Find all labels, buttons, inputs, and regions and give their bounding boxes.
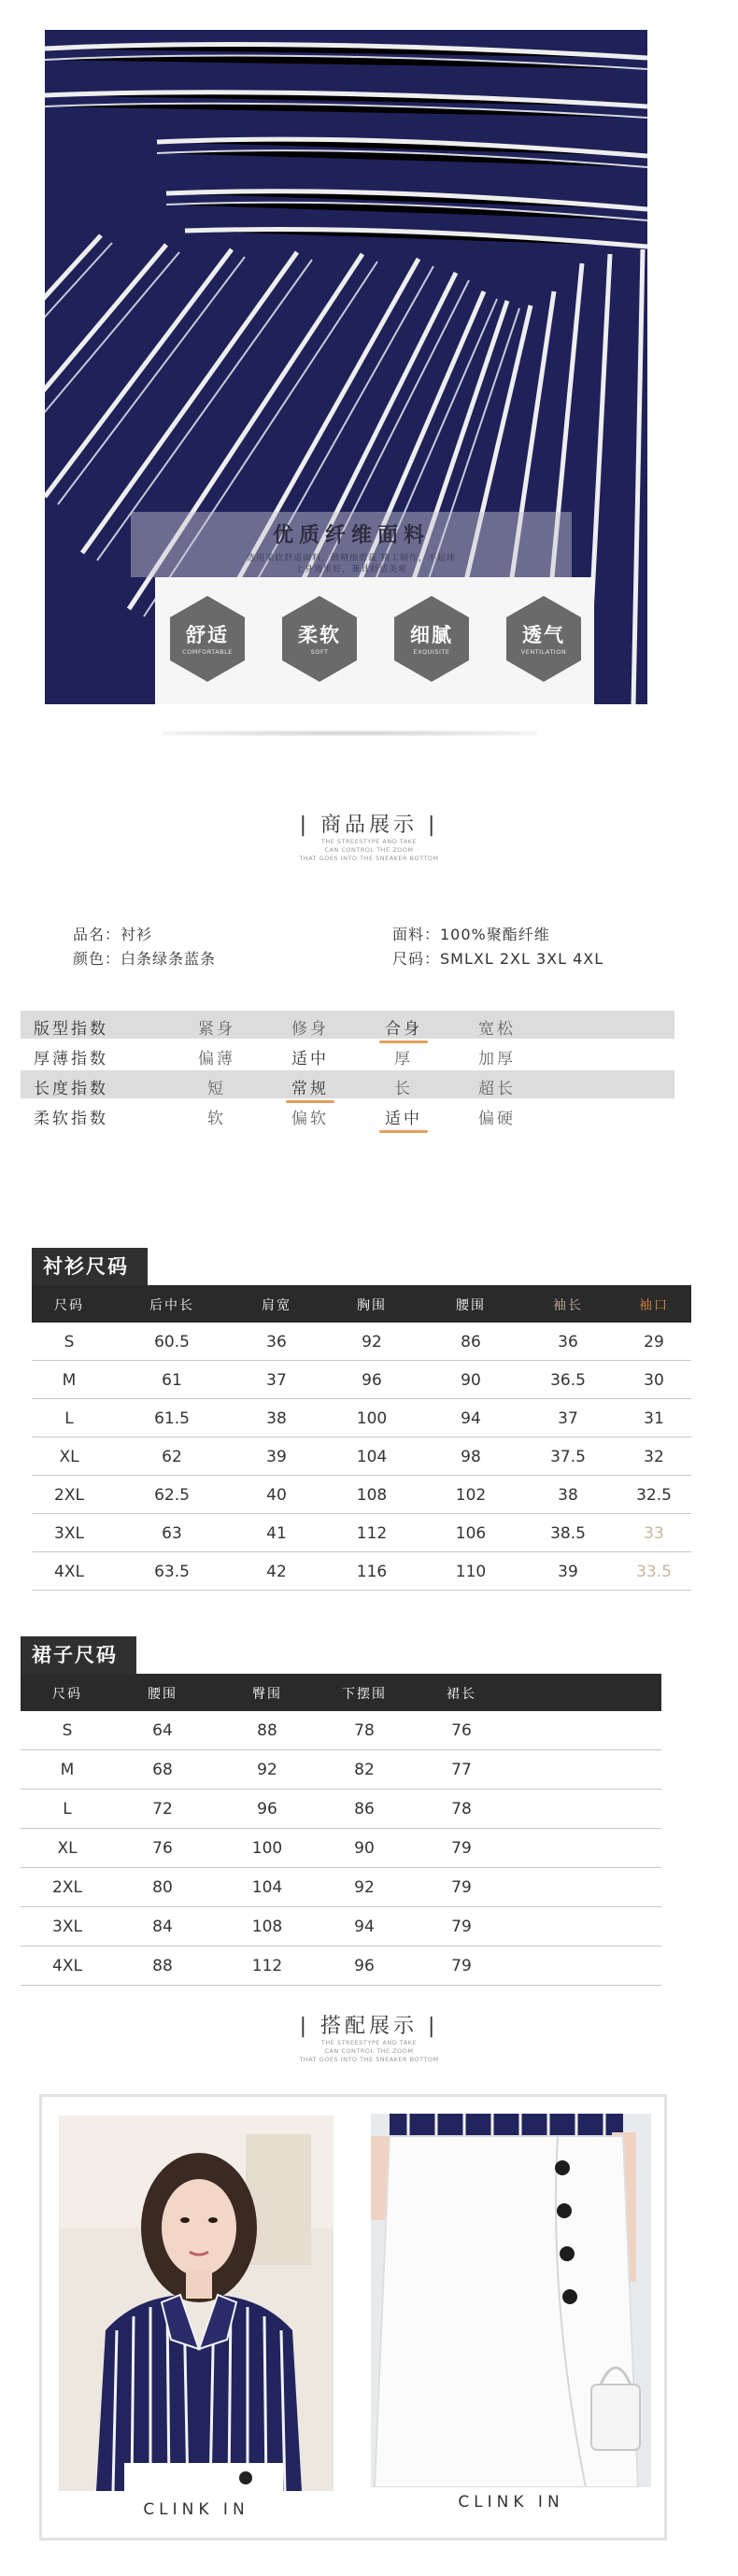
column-header: 尺码 [52, 1687, 82, 1702]
hero-subtitle: 选用柔软舒适面料，做精细剪裁 精工制作，不起球 [247, 554, 456, 563]
section-title: | 商品展示 | [299, 814, 439, 837]
table-cell: 104 [251, 1878, 283, 1897]
index-option: 偏薄 [198, 1050, 235, 1069]
index-label: 厚薄指数 [34, 1050, 108, 1069]
table-cell: 79 [451, 1957, 472, 1975]
table-cell: L [63, 1800, 72, 1819]
table-cell: 64 [152, 1721, 173, 1740]
photo-caption: CLINK IN [143, 2500, 249, 2519]
table-row [32, 1437, 691, 1476]
table-cell: 80 [152, 1878, 173, 1897]
table-cell: 78 [451, 1800, 472, 1819]
index-label: 柔软指数 [34, 1110, 108, 1128]
index-option-selected: 常规 [273, 1075, 348, 1098]
table-row [21, 1790, 661, 1829]
column-header: 肩宽 [262, 1298, 291, 1313]
table-cell: 3XL [52, 1918, 82, 1936]
column-header: 腰围 [148, 1687, 177, 1702]
index-option: 偏软 [291, 1110, 329, 1128]
size-table-header [21, 1674, 661, 1711]
index-option: 偏硬 [478, 1110, 516, 1128]
model-photo-front [59, 2116, 334, 2491]
table-cell: S [64, 1333, 75, 1352]
column-header: 裙长 [447, 1687, 476, 1702]
table-cell: S [62, 1721, 73, 1740]
table-row [32, 1399, 691, 1437]
feature-label: 透气 [522, 624, 565, 646]
table-cell: 41 [266, 1524, 287, 1543]
column-header: 腰围 [456, 1298, 486, 1313]
table-cell: 100 [251, 1839, 283, 1858]
table-cell: 36 [266, 1333, 287, 1352]
table-cell: 90 [354, 1839, 375, 1858]
table-cell: 62 [162, 1448, 182, 1466]
table-row [32, 1552, 691, 1591]
feature-comfortable [168, 594, 247, 684]
table-cell: 94 [461, 1409, 481, 1428]
column-header: 后中长 [149, 1298, 194, 1313]
section-subtitle: THE STREESTYPE AND TAKE [320, 2039, 418, 2046]
hero-title: 优质纤维面料 [272, 524, 430, 547]
section-heading-match [0, 2010, 738, 2064]
table-cell: 92 [354, 1878, 375, 1897]
feature-exquisite [392, 594, 471, 684]
table-cell: 38 [558, 1486, 578, 1505]
selection-underline [379, 1130, 428, 1133]
photo-caption: CLINK IN [458, 2493, 564, 2512]
index-option: 紧身 [198, 1020, 235, 1039]
table-cell: 38.5 [550, 1524, 586, 1543]
table-row [32, 1323, 691, 1361]
index-row [21, 1040, 674, 1069]
table-cell: 86 [461, 1333, 481, 1352]
table-cell: 30 [644, 1371, 664, 1390]
table-row [21, 1907, 661, 1946]
table-cell: 78 [354, 1721, 375, 1740]
table-cell: 29 [644, 1333, 664, 1352]
table-cell: 96 [354, 1957, 375, 1975]
size-table-header [32, 1285, 691, 1323]
section-heading-product [0, 809, 738, 863]
index-option: 加厚 [478, 1050, 516, 1069]
column-header: 尺码 [54, 1298, 84, 1313]
hero-subtitle: 上身效果好，兼具舒适美观 [294, 565, 407, 574]
table-cell: 76 [451, 1721, 472, 1740]
table-cell: 72 [152, 1800, 173, 1819]
section-subtitle: THAT GOES INTO THE SNEAKER BOTTOM [299, 2056, 439, 2063]
table-cell: 36.5 [550, 1371, 586, 1390]
index-row [21, 1070, 674, 1098]
table-cell: 39 [558, 1563, 578, 1581]
table-row [32, 1361, 691, 1399]
column-header: 臀围 [252, 1687, 282, 1702]
feature-label: 柔软 [298, 624, 341, 646]
section-subtitle: THE STREESTYPE AND TAKE [320, 838, 418, 845]
table-cell: 60.5 [154, 1333, 190, 1352]
section-subtitle: THAT GOES INTO THE SNEAKER BOTTOM [299, 855, 439, 862]
table-cell: 79 [451, 1839, 472, 1858]
table-cell: 36 [558, 1333, 578, 1352]
index-option: 软 [207, 1110, 226, 1128]
feature-soft [280, 594, 359, 684]
table-cell: 37.5 [550, 1448, 586, 1466]
product-size: 尺码：SMLXL 2XL 3XL 4XL [392, 950, 604, 968]
index-option-selected: 适中 [366, 1105, 441, 1128]
table-cell: 92 [362, 1333, 382, 1352]
feature-label: 舒适 [186, 624, 229, 646]
index-option: 长 [394, 1080, 413, 1098]
table-cell: 61 [162, 1371, 182, 1390]
table-cell: 116 [356, 1563, 388, 1581]
table-row [21, 1829, 661, 1868]
table-cell: M [60, 1761, 75, 1779]
shirt-size-tag: 衬衫尺码 [32, 1248, 148, 1285]
column-header: 下摆围 [342, 1687, 387, 1702]
table-cell: XL [59, 1448, 79, 1466]
table-cell: 63.5 [154, 1563, 190, 1581]
table-cell: 90 [461, 1371, 481, 1390]
table-cell: 98 [461, 1448, 481, 1466]
index-option: 修身 [291, 1020, 329, 1039]
hero-title-band [131, 512, 572, 577]
product-name: 品名：衬衫 [73, 926, 153, 943]
section-title: | 搭配展示 | [299, 2015, 439, 2038]
table-cell: 79 [451, 1918, 472, 1936]
table-cell: 39 [266, 1448, 287, 1466]
column-header: 胸围 [357, 1298, 387, 1313]
hero-shadow [163, 730, 537, 736]
table-cell: 3XL [54, 1524, 84, 1543]
table-cell: 2XL [52, 1878, 82, 1897]
column-header: 袖口 [639, 1298, 669, 1313]
table-cell: 96 [362, 1371, 382, 1390]
table-cell: 37 [558, 1409, 578, 1428]
table-cell: 110 [455, 1563, 487, 1581]
table-row [21, 1868, 661, 1907]
table-cell: 104 [356, 1448, 388, 1466]
index-row [21, 1011, 674, 1039]
table-cell: 4XL [52, 1957, 82, 1975]
index-option: 短 [207, 1080, 226, 1098]
table-cell: 100 [356, 1409, 388, 1428]
table-cell: 40 [266, 1486, 287, 1505]
section-subtitle: CAN CONTROL THE ZOOM [324, 846, 414, 854]
table-cell: L [64, 1409, 74, 1428]
table-cell: 76 [152, 1839, 173, 1858]
table-row [21, 1711, 661, 1750]
table-cell: 96 [257, 1800, 277, 1819]
table-row [21, 1750, 661, 1790]
table-cell: 61.5 [154, 1409, 190, 1428]
index-label: 长度指数 [34, 1080, 108, 1098]
table-row [32, 1476, 691, 1514]
table-cell: 108 [356, 1486, 388, 1505]
table-cell: 62.5 [154, 1486, 190, 1505]
table-cell: M [62, 1371, 77, 1390]
table-cell: 112 [251, 1957, 283, 1975]
column-header: 袖长 [553, 1298, 583, 1313]
table-cell: 94 [354, 1918, 375, 1936]
index-option-selected: 适中 [273, 1045, 348, 1069]
product-fabric: 面料：100%聚酯纤维 [392, 926, 550, 943]
table-cell: 102 [455, 1486, 487, 1505]
table-cell: 108 [251, 1918, 283, 1936]
table-cell: 33 [644, 1524, 664, 1543]
index-option: 厚 [394, 1050, 413, 1069]
table-cell: 68 [152, 1761, 173, 1779]
table-cell: 2XL [54, 1486, 84, 1505]
table-cell: 33.5 [636, 1563, 672, 1581]
table-cell: 92 [257, 1761, 277, 1779]
table-cell: 88 [257, 1721, 277, 1740]
index-label: 版型指数 [34, 1020, 108, 1039]
table-cell: 31 [644, 1409, 664, 1428]
table-cell: 86 [354, 1800, 375, 1819]
table-cell: 38 [266, 1409, 287, 1428]
feature-sublabel: COMFORTABLE [182, 648, 233, 656]
feature-label: 细腻 [410, 624, 453, 646]
table-cell: XL [57, 1839, 78, 1858]
feature-sublabel: SOFT [310, 648, 329, 656]
table-cell: 79 [451, 1878, 472, 1897]
skirt-size-tag: 裙子尺码 [21, 1636, 136, 1674]
model-photo-skirt [371, 2114, 651, 2487]
table-row [21, 1946, 661, 1986]
feature-ventilation [504, 594, 583, 684]
index-option: 超长 [478, 1080, 516, 1098]
index-option: 宽松 [478, 1020, 516, 1039]
table-row [32, 1514, 691, 1552]
table-cell: 112 [356, 1524, 388, 1543]
section-subtitle: CAN CONTROL THE ZOOM [324, 2047, 414, 2055]
feature-sublabel: EXQUISITE [413, 648, 450, 656]
table-cell: 32.5 [636, 1486, 672, 1505]
table-cell: 37 [266, 1371, 287, 1390]
table-cell: 63 [162, 1524, 182, 1543]
table-cell: 82 [354, 1761, 375, 1779]
table-cell: 42 [266, 1563, 287, 1581]
table-cell: 106 [455, 1524, 487, 1543]
product-color: 颜色：白条绿条蓝条 [73, 950, 217, 968]
index-row [21, 1100, 674, 1128]
table-cell: 77 [451, 1761, 472, 1779]
match-frame [39, 2094, 667, 2541]
index-option-selected: 合身 [366, 1015, 441, 1039]
table-cell: 84 [152, 1918, 173, 1936]
table-cell: 88 [152, 1957, 173, 1975]
table-cell: 4XL [54, 1563, 84, 1581]
feature-panel [155, 577, 594, 704]
table-cell: 32 [644, 1448, 664, 1466]
feature-sublabel: VENTILATION [520, 648, 567, 656]
